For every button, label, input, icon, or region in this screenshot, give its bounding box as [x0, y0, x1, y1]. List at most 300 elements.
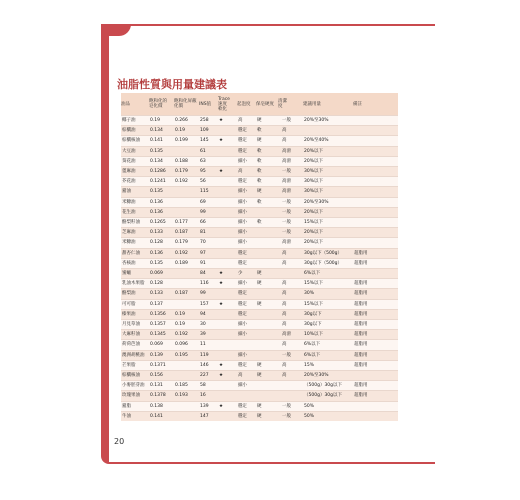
- table-row: [121, 156, 398, 166]
- table-cell: [281, 381, 303, 391]
- table-cell: [353, 146, 398, 156]
- table-row: [121, 207, 398, 217]
- table-row: [121, 238, 398, 248]
- table-cell: 硬: [256, 136, 278, 146]
- table-cell: [353, 136, 398, 146]
- table-cell: 高: [281, 279, 303, 289]
- table-cell: [218, 350, 237, 360]
- table-row: [121, 330, 398, 340]
- table-cell: [218, 411, 237, 421]
- table-cell: 0.138: [149, 401, 174, 411]
- table-row: [121, 371, 398, 381]
- table-cell: [256, 320, 278, 330]
- table-cell: 0.133: [149, 289, 174, 299]
- table-cell: 20%至30%: [303, 116, 353, 126]
- table-cell: 56: [199, 177, 218, 187]
- table-cell: 高: [281, 136, 303, 146]
- column-header: 保皂硬度: [256, 93, 278, 116]
- table-cell: 軟: [256, 156, 278, 166]
- table-cell: ★: [218, 269, 237, 279]
- table-cell: [218, 146, 237, 156]
- oil-name-cell: 椰子油: [121, 116, 149, 126]
- oil-name-cell: 澳洲胡桃油: [121, 350, 149, 360]
- table-cell: [218, 156, 237, 166]
- table-cell: 0.185: [174, 381, 199, 391]
- oil-name-cell: 甜杏仁油: [121, 248, 149, 258]
- table-cell: 0.188: [174, 156, 199, 166]
- table-cell: 高: [281, 371, 303, 381]
- oil-name-cell: 玫瑰果油: [121, 391, 149, 401]
- table-cell: 94: [199, 309, 218, 319]
- page-border-bottom: [109, 462, 435, 464]
- table-row: [121, 136, 398, 146]
- table-cell: 超脂用: [353, 309, 398, 319]
- table-cell: ★: [218, 279, 237, 289]
- table-cell: [353, 401, 398, 411]
- column-header: 飽和化屏蔽 化價: [174, 93, 199, 116]
- table-cell: 0.187: [174, 228, 199, 238]
- table-cell: 109: [199, 126, 218, 136]
- page-border-top: [109, 24, 435, 26]
- table-cell: [218, 228, 237, 238]
- table-cell: 0.128: [149, 238, 174, 248]
- table-cell: 高: [281, 248, 303, 258]
- table-cell: 0.1345: [149, 330, 174, 340]
- table-cell: 硬: [256, 187, 278, 197]
- oil-name-cell: 荷荷芭油: [121, 340, 149, 350]
- page-border-corner: [101, 444, 109, 464]
- table-cell: 81: [199, 228, 218, 238]
- table-cell: 一般: [281, 197, 303, 207]
- table-cell: 99: [199, 289, 218, 299]
- table-cell: 超脂用: [353, 299, 398, 309]
- table-cell: 穩定: [237, 126, 256, 136]
- table-cell: 0.134: [149, 126, 174, 136]
- oil-name-cell: 豬脂: [121, 401, 149, 411]
- table-cell: 穩定: [237, 299, 256, 309]
- oil-name-cell: 米糠油: [121, 197, 149, 207]
- table-cell: [218, 207, 237, 217]
- table-cell: 一般: [281, 207, 303, 217]
- table-cell: 超脂用: [353, 340, 398, 350]
- table-cell: 細小: [237, 156, 256, 166]
- table-cell: 超脂用: [353, 279, 398, 289]
- table-cell: 細小: [237, 197, 256, 207]
- table-cell: 0.187: [174, 289, 199, 299]
- table-cell: 細小: [237, 238, 256, 248]
- table-row: [121, 116, 398, 126]
- table-cell: 0.1286: [149, 167, 174, 177]
- table-cell: [281, 391, 303, 401]
- table-cell: [218, 330, 237, 340]
- table-cell: [353, 371, 398, 381]
- table-cell: ★: [218, 401, 237, 411]
- table-cell: 0.069: [149, 340, 174, 350]
- table-cell: 0.139: [149, 350, 174, 360]
- table-cell: 硬: [256, 371, 278, 381]
- table-cell: 高: [281, 258, 303, 268]
- table-cell: [218, 309, 237, 319]
- table-cell: 157: [199, 299, 218, 309]
- table-row: [121, 177, 398, 187]
- table-cell: 硬: [256, 299, 278, 309]
- table-cell: 細小: [237, 228, 256, 238]
- table-cell: 軟: [256, 146, 278, 156]
- table-cell: 11: [199, 340, 218, 350]
- table-row: [121, 391, 398, 401]
- table-cell: 高滑: [281, 177, 303, 187]
- table-cell: 20%以下: [303, 238, 353, 248]
- table-cell: 15%以下: [303, 299, 353, 309]
- table-cell: 0.266: [174, 116, 199, 126]
- table-cell: 硬: [256, 401, 278, 411]
- table-cell: [218, 320, 237, 330]
- oil-name-cell: 大麻籽油: [121, 330, 149, 340]
- table-cell: 0.096: [174, 340, 199, 350]
- table-cell: 0.1371: [149, 360, 174, 370]
- table-cell: 39: [199, 330, 218, 340]
- table-cell: 0.19: [174, 309, 199, 319]
- table-cell: 高滑: [281, 146, 303, 156]
- table-cell: 50%: [303, 411, 353, 421]
- table-cell: 16: [199, 391, 218, 401]
- table-cell: [353, 197, 398, 207]
- table-cell: 61: [199, 146, 218, 156]
- table-cell: 145: [199, 136, 218, 146]
- table-cell: [353, 411, 398, 421]
- table-cell: 0.136: [149, 197, 174, 207]
- oil-name-cell: 小麥胚芽油: [121, 381, 149, 391]
- table-cell: [353, 116, 398, 126]
- table-cell: [256, 248, 278, 258]
- table-cell: 0.193: [174, 391, 199, 401]
- table-cell: 高滑: [281, 238, 303, 248]
- table-cell: 高: [281, 340, 303, 350]
- table-cell: [218, 248, 237, 258]
- table-cell: 超脂用: [353, 289, 398, 299]
- table-row: [121, 320, 398, 330]
- table-cell: [218, 340, 237, 350]
- table-cell: [256, 228, 278, 238]
- column-header: 清潔 度: [278, 93, 303, 116]
- table-cell: [218, 177, 237, 187]
- table-cell: 硬: [256, 360, 278, 370]
- table-cell: 穩定: [237, 401, 256, 411]
- table-cell: 一般: [281, 218, 303, 228]
- table-cell: 穩定: [237, 309, 256, 319]
- table-cell: 20%以下: [303, 146, 353, 156]
- oil-name-cell: 米糠油: [121, 238, 149, 248]
- table-row: [121, 289, 398, 299]
- table-cell: [353, 269, 398, 279]
- oil-name-cell: 酪梨油: [121, 289, 149, 299]
- table-cell: 少: [237, 269, 256, 279]
- table-cell: 20%至30%: [303, 371, 353, 381]
- oil-name-cell: 棕櫚核油: [121, 136, 149, 146]
- table-row: [121, 309, 398, 319]
- table-row: [121, 197, 398, 207]
- table-cell: [256, 289, 278, 299]
- table-cell: [174, 197, 199, 207]
- table-cell: [256, 350, 278, 360]
- table-cell: 軟: [256, 218, 278, 228]
- oil-properties-table: [121, 93, 398, 421]
- oil-name-cell: 乳油木果脂: [121, 279, 149, 289]
- oil-name-cell: 大豆油: [121, 146, 149, 156]
- table-cell: 69: [199, 197, 218, 207]
- table-row: [121, 269, 398, 279]
- table-cell: 6%以下: [303, 269, 353, 279]
- table-cell: 116: [199, 279, 218, 289]
- table-cell: 97: [199, 248, 218, 258]
- table-cell: 20%至40%: [303, 136, 353, 146]
- page-title: 油脂性質與用量建議表: [117, 78, 227, 91]
- column-header: 備註: [353, 93, 398, 116]
- table-cell: [174, 360, 199, 370]
- table-cell: 258: [199, 116, 218, 126]
- table-cell: 軟: [256, 197, 278, 207]
- table-cell: [256, 391, 278, 401]
- table-cell: 50%: [303, 401, 353, 411]
- table-row: [121, 299, 398, 309]
- table-cell: 軟: [256, 126, 278, 136]
- table-cell: 0.19: [174, 320, 199, 330]
- table-cell: 一般: [281, 411, 303, 421]
- table-cell: 30g以下: [303, 320, 353, 330]
- table-cell: 0.141: [149, 136, 174, 146]
- oil-name-cell: 花生油: [121, 207, 149, 217]
- table-cell: 細小: [237, 279, 256, 289]
- table-cell: 30g以下（500g）: [303, 258, 353, 268]
- table-cell: （500g）30g以下: [303, 381, 353, 391]
- table-cell: [174, 401, 199, 411]
- table-cell: 6%以下: [303, 350, 353, 360]
- table-cell: [256, 238, 278, 248]
- table-cell: 0.189: [174, 258, 199, 268]
- table-cell: 30g以下（500g）: [303, 248, 353, 258]
- table-cell: 高: [281, 289, 303, 299]
- table-cell: 高: [237, 116, 256, 126]
- table-cell: 95: [199, 167, 218, 177]
- oil-name-cell: 棕櫚核油: [121, 371, 149, 381]
- table-cell: 硬: [256, 269, 278, 279]
- oil-name-cell: 棕櫚油: [121, 126, 149, 136]
- table-cell: 6%以下: [303, 340, 353, 350]
- table-cell: 0.156: [149, 371, 174, 381]
- table-row: [121, 340, 398, 350]
- table-cell: 穩定: [237, 248, 256, 258]
- table-cell: 一般: [281, 350, 303, 360]
- table-cell: 硬: [256, 279, 278, 289]
- table-cell: 0.192: [174, 248, 199, 258]
- table-cell: ★: [218, 167, 237, 177]
- oil-name-cell: 葵花油: [121, 156, 149, 166]
- table-cell: 0.133: [149, 228, 174, 238]
- table-cell: 一般: [281, 401, 303, 411]
- table-cell: 穩定: [237, 136, 256, 146]
- table-cell: [218, 258, 237, 268]
- table-cell: 高: [237, 371, 256, 381]
- table-cell: 30%以下: [303, 177, 353, 187]
- table-cell: 70: [199, 238, 218, 248]
- table-cell: [218, 197, 237, 207]
- table-cell: 超脂用: [353, 320, 398, 330]
- table-cell: 0.192: [174, 177, 199, 187]
- oil-name-cell: 芝麻油: [121, 228, 149, 238]
- table-cell: 0.19: [149, 116, 174, 126]
- table-row: [121, 146, 398, 156]
- table-cell: 一般: [281, 228, 303, 238]
- table-row: [121, 126, 398, 136]
- table-cell: 細小: [237, 207, 256, 217]
- table-cell: 30g以下: [303, 309, 353, 319]
- table-cell: [256, 207, 278, 217]
- table-cell: [353, 228, 398, 238]
- table-cell: 0.192: [174, 330, 199, 340]
- table-cell: [353, 238, 398, 248]
- table-cell: 20%以下: [303, 228, 353, 238]
- table-cell: 30%: [303, 289, 353, 299]
- page-number: 20: [114, 437, 125, 446]
- table-cell: ★: [218, 371, 237, 381]
- table-cell: 0.135: [149, 258, 174, 268]
- table-cell: 115: [199, 187, 218, 197]
- table-cell: 119: [199, 350, 218, 360]
- oil-name-cell: 芒果脂: [121, 360, 149, 370]
- table-cell: 0.195: [174, 350, 199, 360]
- table-row: [121, 411, 398, 421]
- table-cell: [174, 411, 199, 421]
- table-cell: 0.141: [149, 411, 174, 421]
- table-cell: 0.1357: [149, 320, 174, 330]
- table-cell: [174, 299, 199, 309]
- column-header: 飽和化的 皂化價: [149, 93, 174, 116]
- table-cell: 30: [199, 320, 218, 330]
- table-cell: 0.199: [174, 136, 199, 146]
- table-cell: 細小: [237, 330, 256, 340]
- table-cell: 高: [281, 126, 303, 136]
- table-cell: [256, 381, 278, 391]
- table-cell: [237, 391, 256, 401]
- table-cell: ★: [218, 360, 237, 370]
- oil-name-cell: 酪梨籽油: [121, 218, 149, 228]
- oil-name-cell: 芥花油: [121, 177, 149, 187]
- table-cell: 91: [199, 258, 218, 268]
- table-cell: [174, 279, 199, 289]
- column-header: 油品: [121, 93, 149, 116]
- table-cell: 硬: [256, 116, 278, 126]
- table-cell: 穩定: [237, 411, 256, 421]
- table-cell: 穩定: [237, 258, 256, 268]
- table-cell: 細小: [237, 320, 256, 330]
- table-cell: 高: [281, 299, 303, 309]
- table-cell: 高: [237, 167, 256, 177]
- table-cell: 穩定: [237, 289, 256, 299]
- table-cell: 20%以下: [303, 207, 353, 217]
- table-cell: 超脂用: [353, 381, 398, 391]
- table-cell: 穩定: [237, 146, 256, 156]
- table-cell: [353, 177, 398, 187]
- table-row: [121, 258, 398, 268]
- table-row: [121, 248, 398, 258]
- table-cell: 高: [281, 309, 303, 319]
- table-row: [121, 350, 398, 360]
- table-cell: 20%以下: [303, 156, 353, 166]
- table-header-row: [121, 93, 398, 116]
- table-cell: 0.136: [149, 207, 174, 217]
- table-cell: 穩定: [237, 177, 256, 187]
- column-header: INS值: [199, 93, 218, 116]
- table-cell: 30%以下: [303, 187, 353, 197]
- table-cell: [353, 167, 398, 177]
- table-cell: [218, 187, 237, 197]
- table-cell: [218, 238, 237, 248]
- table-cell: [303, 126, 353, 136]
- oil-name-cell: 蓖麻油: [121, 167, 149, 177]
- table-cell: [256, 309, 278, 319]
- table-cell: 超脂用: [353, 391, 398, 401]
- table-cell: 10%以下: [303, 330, 353, 340]
- table-cell: [256, 340, 278, 350]
- oil-name-cell: 蜜蠟: [121, 269, 149, 279]
- table-cell: 一般: [281, 167, 303, 177]
- table-cell: 超脂用: [353, 350, 398, 360]
- table-row: [121, 360, 398, 370]
- table-cell: 0.1378: [149, 391, 174, 401]
- table-cell: [218, 381, 237, 391]
- oil-name-cell: 豬油: [121, 187, 149, 197]
- column-header: 起泡度: [237, 93, 256, 116]
- table-cell: 99: [199, 207, 218, 217]
- table-body: [121, 116, 398, 422]
- table-cell: 高滑: [281, 156, 303, 166]
- table-cell: 0.128: [149, 279, 174, 289]
- table-row: [121, 187, 398, 197]
- table-cell: 0.1265: [149, 218, 174, 228]
- table-cell: 0.1356: [149, 309, 174, 319]
- table-cell: 高滑: [281, 330, 303, 340]
- table-cell: 高滑: [281, 187, 303, 197]
- table-cell: 15%: [303, 360, 353, 370]
- table-row: [121, 167, 398, 177]
- table-cell: [174, 207, 199, 217]
- table-cell: [281, 269, 303, 279]
- oil-name-cell: 月見草油: [121, 320, 149, 330]
- table-cell: 一般: [281, 116, 303, 126]
- table-cell: 84: [199, 269, 218, 279]
- table-cell: 0.19: [174, 126, 199, 136]
- table-cell: 0.134: [149, 156, 174, 166]
- table-cell: [353, 156, 398, 166]
- table-cell: 0.069: [149, 269, 174, 279]
- table-row: [121, 381, 398, 391]
- table-cell: 超脂用: [353, 258, 398, 268]
- table-cell: [353, 207, 398, 217]
- table-cell: [353, 218, 398, 228]
- table-cell: （500g）30g以下: [303, 391, 353, 401]
- table-cell: 超脂用: [353, 330, 398, 340]
- table-cell: 超脂用: [353, 360, 398, 370]
- table-cell: [174, 269, 199, 279]
- table-cell: 細小: [237, 381, 256, 391]
- table-cell: 20%至30%: [303, 197, 353, 207]
- table-cell: 63: [199, 156, 218, 166]
- oil-name-cell: 杏核油: [121, 258, 149, 268]
- table-cell: 146: [199, 360, 218, 370]
- table-cell: 15%以下: [303, 279, 353, 289]
- table-cell: 0.1241: [149, 177, 174, 187]
- table-cell: 139: [199, 401, 218, 411]
